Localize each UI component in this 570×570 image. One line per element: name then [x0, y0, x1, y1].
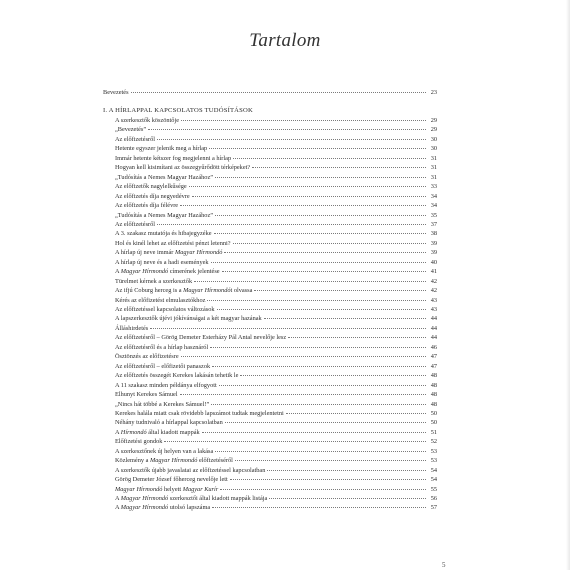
toc-entry-page: 30: [430, 145, 437, 153]
toc-entry-title-italic: Magyar Hírmondó: [120, 495, 169, 502]
toc-entry-title-text: A: [115, 268, 121, 276]
toc-entry[interactable]: [115, 267, 437, 277]
dot-leader: [148, 129, 426, 130]
toc-entry-title-text: A: [115, 504, 121, 512]
toc-entry-page: 47: [430, 362, 437, 370]
toc-entry-title: [115, 409, 284, 419]
toc-entry-title-text: A hírlap új neve immár: [115, 249, 175, 257]
dot-leader: [240, 375, 426, 376]
toc-entry-title-italic: Magyar Kurír: [182, 485, 219, 493]
toc-entry-title: [115, 154, 231, 164]
toc-entry[interactable]: [115, 173, 437, 183]
dot-leader: [233, 243, 426, 244]
toc-entry[interactable]: [115, 220, 437, 230]
toc-entry-title-text: Az előfizetés díja félévre: [115, 202, 179, 210]
toc-entry-title: [115, 125, 146, 135]
toc-entry-title: [115, 211, 213, 221]
toc-entry-title-text: Immár hetente kétszer fog megjelenni a hírlap: [115, 154, 232, 162]
toc-entry-page: 53: [430, 457, 437, 465]
toc-entry-title: [115, 494, 267, 504]
toc-entry-page: 47: [430, 353, 437, 361]
toc-entry[interactable]: [115, 475, 437, 485]
toc-entry-title: [115, 220, 155, 230]
dot-leader: [189, 186, 426, 187]
toc-entry-title-text: „Tudósítás a Nemes Magyar Hazához”: [115, 211, 214, 219]
dot-leader: [214, 233, 426, 234]
toc-entry-title: [115, 418, 223, 428]
toc-entry[interactable]: [115, 248, 437, 258]
toc-entry-title: [115, 248, 222, 258]
toc-entry-title-italic: Magyar Hírmondó: [115, 485, 163, 493]
toc-entry-page: 31: [430, 173, 437, 181]
toc-entry-title: [115, 267, 220, 277]
toc-entry-title: [115, 305, 215, 315]
toc-entry-title-text: A lapszerkesztők újévi jókívánságai a két magyar hazának: [115, 315, 262, 323]
toc-entry[interactable]: [115, 352, 437, 362]
page-edge: [566, 0, 570, 570]
toc-entry[interactable]: [115, 400, 437, 410]
toc-entry-page: 35: [430, 211, 437, 219]
dot-leader: [212, 366, 426, 367]
toc-entry-title-text: Közlemény a: [115, 457, 150, 465]
toc-entry-title-text: Az előfizetéssel kapcsolatos változások: [115, 306, 215, 313]
dot-leader: [157, 224, 426, 225]
toc-entry-page: 51: [430, 428, 437, 436]
toc-entry-title-text: Az előfizetők nagylelkűsége: [115, 183, 187, 191]
dot-leader: [252, 167, 426, 168]
toc-entry-title-italic: Magyar Hírmondó: [120, 504, 169, 512]
toc-entry-page: 23: [430, 89, 437, 96]
dot-leader: [219, 385, 426, 386]
toc-entry-page: 43: [430, 296, 437, 304]
toc-entry-page: 50: [430, 409, 437, 417]
toc-entry-title-text: A: [115, 495, 121, 502]
toc-entry[interactable]: [115, 456, 437, 466]
toc-entry-page: 34: [430, 192, 437, 200]
toc-entry-title: [115, 352, 179, 362]
toc-entry-title-text: Görög Demeter József főherceg nevelője lett: [115, 476, 228, 484]
toc-entry-title-italic: Magyar Hírmondó: [183, 287, 231, 295]
toc-entry-title: [115, 277, 192, 287]
toc-entry-title-italic: Magyar Hírmondó: [149, 457, 198, 465]
toc-entry-title-text: A szerkesztők köszöntője: [115, 117, 180, 124]
toc-entry[interactable]: [115, 418, 437, 428]
toc-entry[interactable]: [115, 239, 437, 249]
dot-leader: [209, 148, 426, 149]
dot-leader: [215, 451, 426, 452]
toc-entry-title: [115, 485, 218, 495]
toc-entry[interactable]: [115, 333, 437, 343]
toc-entry-title-italic: Magyar Hírmondó: [174, 249, 223, 257]
toc-entry[interactable]: [115, 305, 437, 315]
dot-leader: [181, 120, 426, 121]
dot-leader: [225, 422, 426, 423]
toc-entry-title: [115, 135, 155, 145]
toc-entry-title-text: Ösztönzés az előfizetésre: [115, 353, 179, 361]
toc-entry[interactable]: [115, 371, 437, 381]
toc-entry-title-text: Kérés az előfizetést elmulasztókhoz: [115, 296, 206, 304]
toc-entry-title-text: helyett: [162, 485, 183, 493]
dot-leader: [157, 139, 426, 140]
toc-entry-title: [115, 371, 238, 381]
toc-entry[interactable]: [115, 229, 437, 239]
dot-leader: [211, 404, 426, 405]
toc-entry-title-text: A szerkesztők újabb javaslatai az előfizetéssel kapcsolatban: [115, 466, 266, 474]
toc-entry[interactable]: [115, 447, 437, 457]
dot-leader: [215, 177, 426, 178]
toc-entry-title-text: Hogyan kell kisimítani az összegyűrődött térképeket?: [115, 164, 251, 172]
toc-entry-page: 31: [430, 154, 437, 162]
toc-entry-page: 56: [430, 495, 437, 502]
toc-entry-title: [115, 182, 187, 192]
toc-entry-title-italic: Magyar Hírmondó: [120, 268, 169, 276]
toc-entry-title-text: Előfizetési gondok: [115, 438, 163, 446]
page-number: 5: [442, 561, 446, 569]
toc-entry-title: [115, 144, 207, 154]
toc-entry-intro[interactable]: [103, 88, 437, 98]
toc-entry[interactable]: [115, 324, 437, 334]
toc-entry-title-text: Az előfizetésről: [115, 135, 156, 143]
toc-entry-title: [115, 362, 210, 372]
toc-entry[interactable]: [115, 286, 437, 296]
toc-entry-title-text: A szerkesztőnek új helyen van a lakása: [115, 447, 214, 455]
toc-entry-title: [115, 173, 213, 183]
toc-entry-title-text: Elhunyt Kerekes Sámuel: [115, 391, 178, 399]
toc-entry-title-text: A 3. szakasz mutatója és hibajegyzéke: [115, 230, 212, 238]
toc-entry-page: 54: [430, 466, 437, 474]
toc-entry-title-text: Az előfizetés összegét Kerekes lakásán tehetik le: [115, 372, 239, 380]
toc-entry-page: 34: [430, 202, 437, 210]
page-title: Tartalom: [249, 30, 321, 51]
toc-entry-title: [115, 503, 210, 513]
toc-entry-title-text: szerkesztői által kiadott mappák listája: [168, 495, 268, 502]
toc-entry-title: [115, 381, 217, 391]
toc-entry-page: 39: [430, 249, 437, 257]
dot-leader: [212, 507, 426, 508]
toc-entry-page: 38: [430, 230, 437, 238]
toc-entry-title: [115, 201, 178, 211]
toc-entry-title-text: Álláshirdetés: [115, 324, 149, 332]
toc-entry[interactable]: [115, 428, 437, 438]
toc-entry-title: [115, 400, 209, 410]
toc-entry[interactable]: [115, 314, 437, 324]
toc-entry-title-text: A hírlap új neve és a hadi események: [115, 258, 209, 266]
toc-entry-title: [115, 192, 190, 202]
toc-entry-title: [115, 343, 208, 353]
dot-leader: [220, 489, 426, 490]
toc-entry-title-text: címerének jelentése: [168, 268, 220, 276]
toc-entry[interactable]: [115, 125, 437, 135]
dot-leader: [254, 290, 426, 291]
toc-entry-page: 53: [430, 447, 437, 455]
toc-entry-page: 29: [430, 117, 437, 124]
toc-entry-page: 50: [430, 419, 437, 427]
dot-leader: [230, 479, 426, 480]
toc-entry[interactable]: [115, 362, 437, 372]
toc-entry-title-text: Kerekes halála miatt csak rövidebb lapszámot tudtak megjelentetni: [115, 409, 284, 417]
toc-entry-title: [115, 229, 212, 239]
dot-leader: [286, 413, 426, 414]
toc-entry-title-text: Az előfizetésről – előfizetői panaszok: [115, 362, 211, 370]
toc-entry-page: 40: [430, 258, 437, 266]
toc-entry-title-text: „Bevezetés”: [115, 126, 147, 134]
toc-entry-page: 44: [430, 334, 437, 342]
toc-entry-title-text: Türelmet kérnek a szerkesztők: [115, 277, 193, 285]
toc-entry-page: 31: [430, 164, 437, 172]
dot-leader: [264, 318, 426, 319]
dot-leader: [235, 460, 426, 461]
dot-leader: [211, 262, 426, 263]
toc-entry[interactable]: [115, 494, 437, 504]
toc-entry-title: [115, 314, 262, 324]
dot-leader: [210, 347, 426, 348]
toc-entry[interactable]: [115, 390, 437, 400]
toc-entry-title: [115, 390, 178, 400]
dot-leader: [267, 470, 426, 471]
toc-entry-title-text: Az előfizetés díja negyedévre: [115, 192, 190, 200]
dot-leader: [207, 300, 426, 301]
dot-leader: [202, 432, 426, 433]
toc-entry-title: [115, 437, 162, 447]
toc-entry-title-text: Az előfizetésről: [115, 220, 156, 228]
toc-entry-page: 48: [430, 391, 437, 399]
toc-entry[interactable]: [115, 296, 437, 306]
dot-leader: [164, 441, 426, 442]
toc-entry[interactable]: [115, 503, 437, 513]
toc-entry[interactable]: [115, 211, 437, 221]
dot-leader: [194, 281, 426, 282]
toc-entry-page: 55: [430, 485, 437, 493]
toc-entry-page: 39: [430, 239, 437, 247]
toc-entry-page: 43: [430, 306, 437, 313]
toc-entry[interactable]: [115, 409, 437, 419]
toc-entry-title-text: A 11 szakasz minden példánya elfogyott: [115, 381, 217, 389]
toc-entry-title-text: által kiadott mappák: [146, 428, 200, 436]
dot-leader: [150, 328, 426, 329]
toc-entry-page: 54: [430, 476, 437, 484]
dot-leader: [269, 498, 426, 499]
toc-entry[interactable]: [115, 192, 437, 202]
toc-entry[interactable]: [115, 437, 437, 447]
toc-entry-title: Bevezetés: [103, 89, 129, 96]
toc-entry-page: 44: [430, 324, 437, 332]
dot-leader: [217, 309, 427, 310]
dot-leader: [192, 196, 426, 197]
toc-entry[interactable]: [115, 163, 437, 173]
toc-entry-title: [115, 466, 265, 476]
toc-entry-page: 42: [430, 277, 437, 285]
toc-entry-title-text: Az előfizetésről – Görög Demeter Esterházy Pál Antal nevelője lesz: [115, 334, 287, 342]
toc-entry-title-text: „Tudósítás a Nemes Magyar Hazához”: [115, 173, 214, 181]
toc-entry-page: 37: [430, 220, 437, 228]
toc-entry[interactable]: [115, 277, 437, 287]
toc-entry[interactable]: [115, 116, 437, 126]
toc-entry-page: 41: [430, 268, 437, 276]
toc-entry[interactable]: [115, 182, 437, 192]
toc-entry-page: 48: [430, 400, 437, 408]
toc-entry[interactable]: [115, 485, 437, 495]
toc-entry[interactable]: [115, 201, 437, 211]
toc-entry-title: [115, 258, 209, 268]
toc-entry-title-text: „Nincs hát többé a Kerekes Sámuel!”: [115, 400, 210, 408]
toc-entry[interactable]: [115, 258, 437, 268]
toc-entry-title: [115, 163, 250, 173]
dot-leader: [222, 271, 426, 272]
toc-entry-title-text: Hol és kinél lehet az előfizetési pénzt letenni?: [115, 239, 231, 247]
dot-leader: [233, 158, 426, 159]
section-heading: I. A HÍRLAPPAL KAPCSOLATOS TUDÓSÍTÁSOK: [103, 107, 253, 114]
toc-entry[interactable]: [115, 381, 437, 391]
toc-entry-page: 46: [430, 343, 437, 351]
toc-entry-page: 48: [430, 381, 437, 389]
toc-entry-title-text: Néhány tudnivaló a hírlappal kapcsolatban: [115, 419, 223, 427]
dot-leader: [288, 337, 426, 338]
toc-entry-title: [115, 447, 213, 457]
toc-entry-title-text: A: [115, 428, 121, 436]
toc-entry[interactable]: [115, 144, 437, 154]
toc-entry-title: [115, 239, 231, 249]
toc-entry-page: 44: [430, 315, 437, 323]
toc-entry-page: 52: [430, 438, 437, 446]
toc-entry-title: [115, 296, 205, 306]
toc-entry-title-text: Az ifjú Coburg herceg is a: [115, 287, 184, 295]
dot-leader: [215, 215, 426, 216]
toc-entry-title-text: Hetente egyszer jelenik meg a hírlap: [115, 145, 208, 153]
toc-entry-page: 30: [430, 135, 437, 143]
toc-entry-title: [115, 428, 200, 438]
dot-leader: [131, 92, 426, 93]
toc-entry-page: 57: [430, 504, 437, 512]
toc-entry-title: [115, 116, 179, 126]
dot-leader: [224, 252, 426, 253]
toc-entry-title-text: előfizetéséről: [197, 457, 233, 465]
toc-entry-page: 33: [430, 183, 437, 191]
dot-leader: [180, 394, 426, 395]
toc-entry-title-text: t olvassa: [230, 287, 253, 295]
toc-entry-title: [115, 333, 286, 343]
toc-entry-title: [115, 475, 228, 485]
toc-entry-title: [115, 324, 148, 334]
toc-entry-title-italic: Hírmondó: [120, 428, 147, 436]
toc-entry[interactable]: [115, 154, 437, 164]
toc-entry[interactable]: [115, 135, 437, 145]
toc-entry-page: 29: [430, 126, 437, 134]
toc-entry-title: [115, 286, 252, 296]
toc-entry[interactable]: [115, 343, 437, 353]
toc-entry-page: 42: [430, 287, 437, 295]
toc-entry-title-text: utolsó lapszáma: [168, 504, 211, 512]
toc-entry[interactable]: [115, 466, 437, 476]
toc-entry-title: [115, 456, 233, 466]
toc-entry-page: 48: [430, 372, 437, 380]
toc-entry-title-text: Az előfizetésről és a hírlap hasznáról: [115, 343, 209, 351]
dot-leader: [180, 205, 426, 206]
dot-leader: [181, 356, 426, 357]
